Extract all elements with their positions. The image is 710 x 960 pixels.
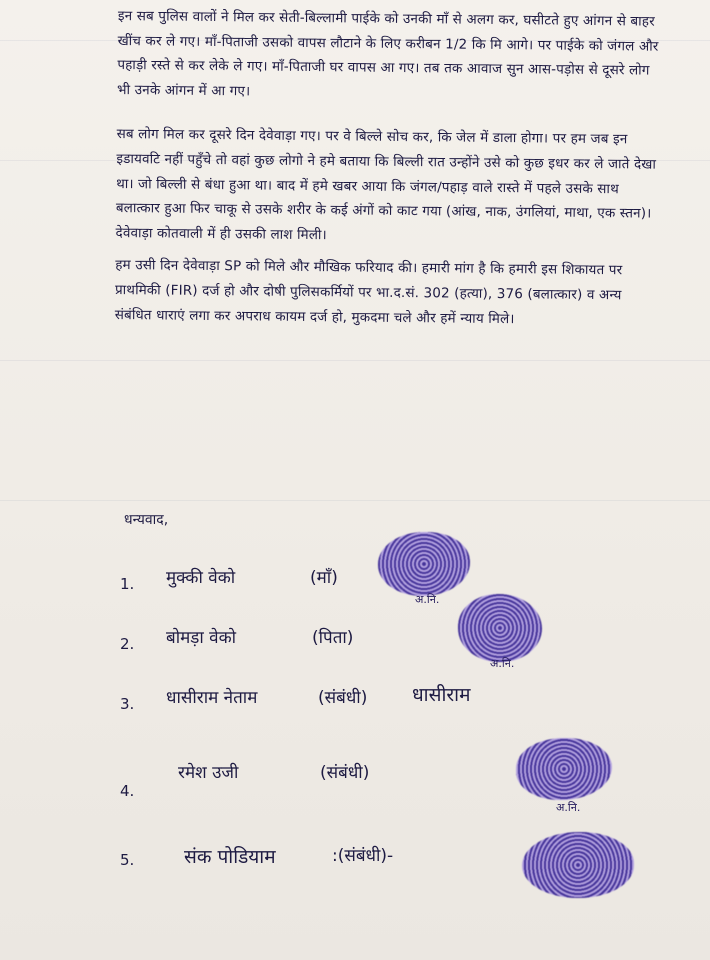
signatory-name: धासीराम नेताम <box>166 688 258 708</box>
thumbprint-label: अ.नि. <box>556 801 581 814</box>
signatory-relation: (संबंधी) <box>320 763 370 783</box>
signatory-number: 1. <box>120 575 135 593</box>
sign-off: धन्यवाद, <box>124 512 169 528</box>
paper-line <box>0 360 710 361</box>
signatory-name: रमेश उजी <box>178 763 239 783</box>
signatory-number: 4. <box>120 782 135 800</box>
signatory-relation: (पिता) <box>312 628 354 648</box>
letter-body <box>115 4 664 333</box>
signatory-relation: (माँ) <box>310 568 338 588</box>
signatory-relation: :(संबंधी)- <box>332 846 394 866</box>
paragraph-2: सब लोग मिल कर दूसरे दिन देवेवाड़ा गए। पर वे बिल्ले सोच कर, कि जेल में डाला होगा। पर हम जब इन इडायवटि नहीं पहुँचे तो वहां कुछ लोगो ने हमे बताया कि बिल्ली रात उन्होंने उसे को कुछ इधर कर ले जाते देखा था। जो बिल्ली से बंधा हुआ था। बाद में हमे खबर आया कि जंगल/पहाड़ वाले रास्ते में पहले उसके साथ बलात्कार हुआ फिर चाकू से उसके शरीर के कई अंगों को काट गया (आंख, नाक, उंगलियां, माथा, एक स्तन)। देवेवाड़ा कोतवाली में ही उसकी लाश मिली। <box>115 126 657 243</box>
signatory-number: 2. <box>120 635 135 653</box>
thumbprint-label: अ.नि. <box>415 593 440 606</box>
thumbprint-label: अ.नि. <box>490 657 515 670</box>
signatory-row <box>120 685 640 725</box>
signatory-name: मुक्की वेको <box>166 568 236 588</box>
signatory-number: 3. <box>120 695 135 713</box>
paper-line <box>0 500 710 501</box>
signatory-number: 5. <box>120 851 135 869</box>
thumbprint-image <box>458 594 542 662</box>
paragraph-3: हम उसी दिन देवेवाड़ा SP को मिले और मौखिक फरियाद की। हमारी मांग है कि हमारी इस शिकायत पर प्राथमिकी (FIR) दर्ज हो और दोषी पुलिसकर्मियों पर भा.द.सं. 302 (हत्या), 376 (बलात्कार) व अन्य संबंधित धाराएं लगा कर अपराध कायम दर्ज हो, मुकदमा चले और हमें न्याय मिले। <box>114 257 623 327</box>
signatory-row <box>120 625 640 665</box>
signatory-name: संक पोडियाम <box>184 846 276 868</box>
handwritten-signature: धासीराम <box>412 684 471 706</box>
paragraph-1: इन सब पुलिस वालों ने मिल कर सेती-बिल्लामी पाईके को उनकी माँ से अलग कर, घसीटते हुए आंगन से बाहर खींच कर ले गए। माँ-पिताजी उसको वापस लौटाने के लिए करीबन 1/2 कि मि आगे। पर पाईके को जंगल और पहाड़ी रस्ते से कर लेके ले गए। माँ-पिताजी घर वापस आ गए। तब तक आवाज सुन आस-पड़ोस से दूसरे लोग भी उनके आंगन में आ गए। <box>117 7 659 100</box>
signatory-relation: (संबंधी) <box>318 688 368 708</box>
thumbprint-image <box>522 832 634 898</box>
signatory-name: बोमड़ा वेको <box>166 628 237 648</box>
